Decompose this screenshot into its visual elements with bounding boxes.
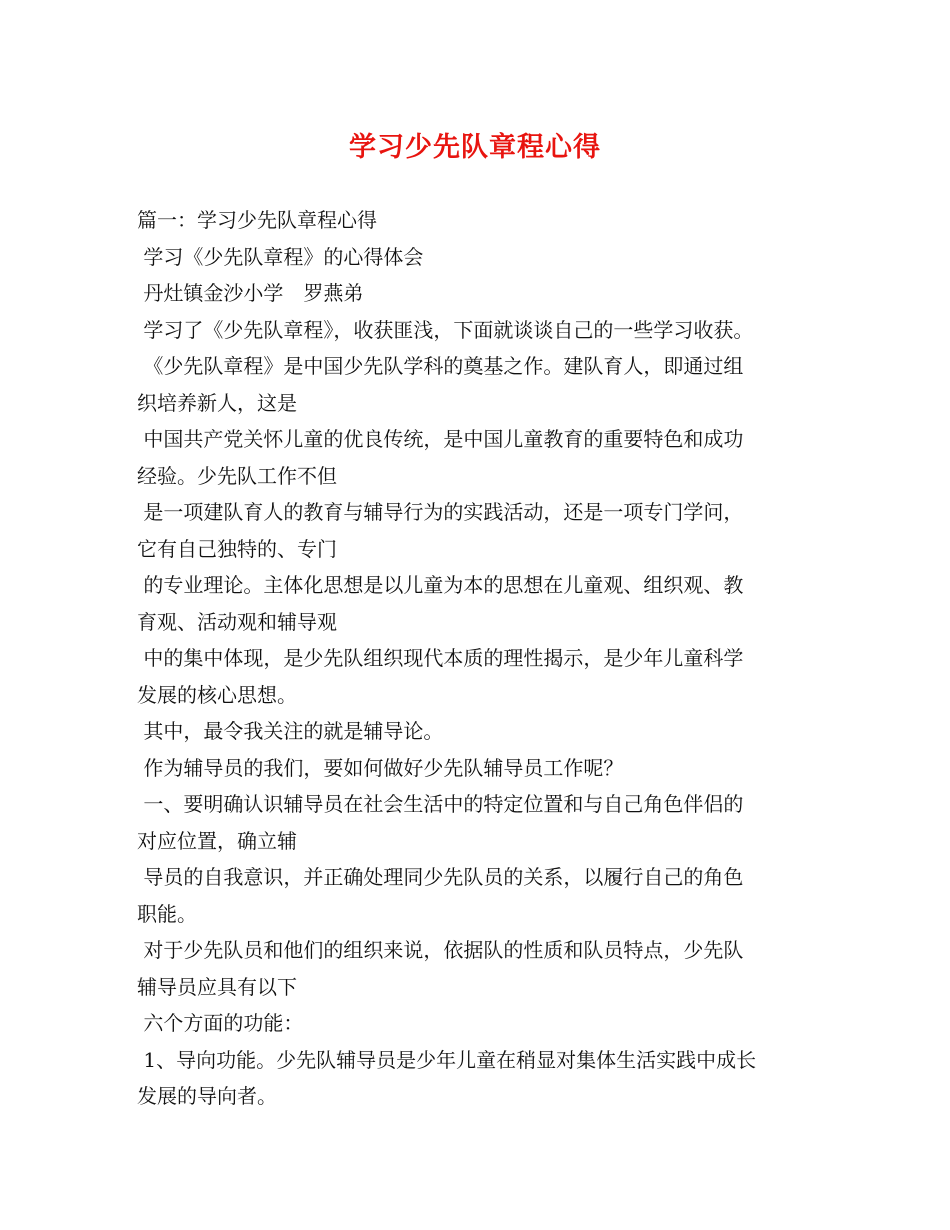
body-line: 中国共产党关怀儿童的优良传统，是中国儿童教育的重要特色和成功 <box>137 427 744 451</box>
body-line: 发展的导向者。 <box>137 1084 277 1108</box>
body-line: 是一项建队育人的教育与辅导行为的实践活动，还是一项专门学问， <box>137 500 744 524</box>
body-line: 织培养新人，这是 <box>137 390 297 415</box>
body-line: 对于少先队员和他们的组织来说，依据队的性质和队员特点，少先队 <box>137 938 744 962</box>
body-line: 经验。少先队工作不但 <box>137 463 337 488</box>
body-line: 一、要明确认识辅导员在社会生活中的特定位置和与自己角色伴侣的 <box>137 792 744 816</box>
body-line: 篇一：学习少先队章程心得 <box>137 208 377 232</box>
body-line: 学习了《少先队章程》，收获匪浅，下面就谈谈自己的一些学习收获。 <box>137 317 754 342</box>
body-line: 发展的核心思想。 <box>137 682 297 707</box>
body-line: 职能。 <box>137 901 197 926</box>
body-line: 对应位置，确立辅 <box>137 828 297 853</box>
body-line: 丹灶镇金沙小学 罗燕弟 <box>137 281 364 305</box>
body-line: 《少先队章程》是中国少先队学科的奠基之作。建队育人，即通过组 <box>137 354 744 378</box>
body-line: 作为辅导员的我们，要如何做好少先队辅导员工作呢？ <box>137 755 624 780</box>
body-line: 育观、活动观和辅导观 <box>137 609 337 634</box>
body-line: 的专业理论。主体化思想是以儿童为本的思想在儿童观、组织观、教 <box>137 573 744 597</box>
body-line: 中的集中体现，是少先队组织现代本质的理性揭示，是少年儿童科学 <box>137 646 744 670</box>
body-line: 六个方面的功能： <box>137 1011 304 1035</box>
body-line: 它有自己独特的、专门 <box>137 536 337 561</box>
body-line: 其中，最令我关注的就是辅导论。 <box>137 719 444 743</box>
document-title: 学习少先队章程心得 <box>349 132 601 163</box>
body-line: 导员的自我意识，并正确处理同少先队员的关系，以履行自己的角色 <box>137 865 744 889</box>
body-line: 1、导向功能。少先队辅导员是少年儿童在稍显对集体生活实践中成长 <box>137 1047 757 1072</box>
body-line: 学习《少先队章程》的心得体会 <box>137 244 424 269</box>
body-line: 辅导员应具有以下 <box>137 974 297 999</box>
document-body <box>137 202 817 1115</box>
